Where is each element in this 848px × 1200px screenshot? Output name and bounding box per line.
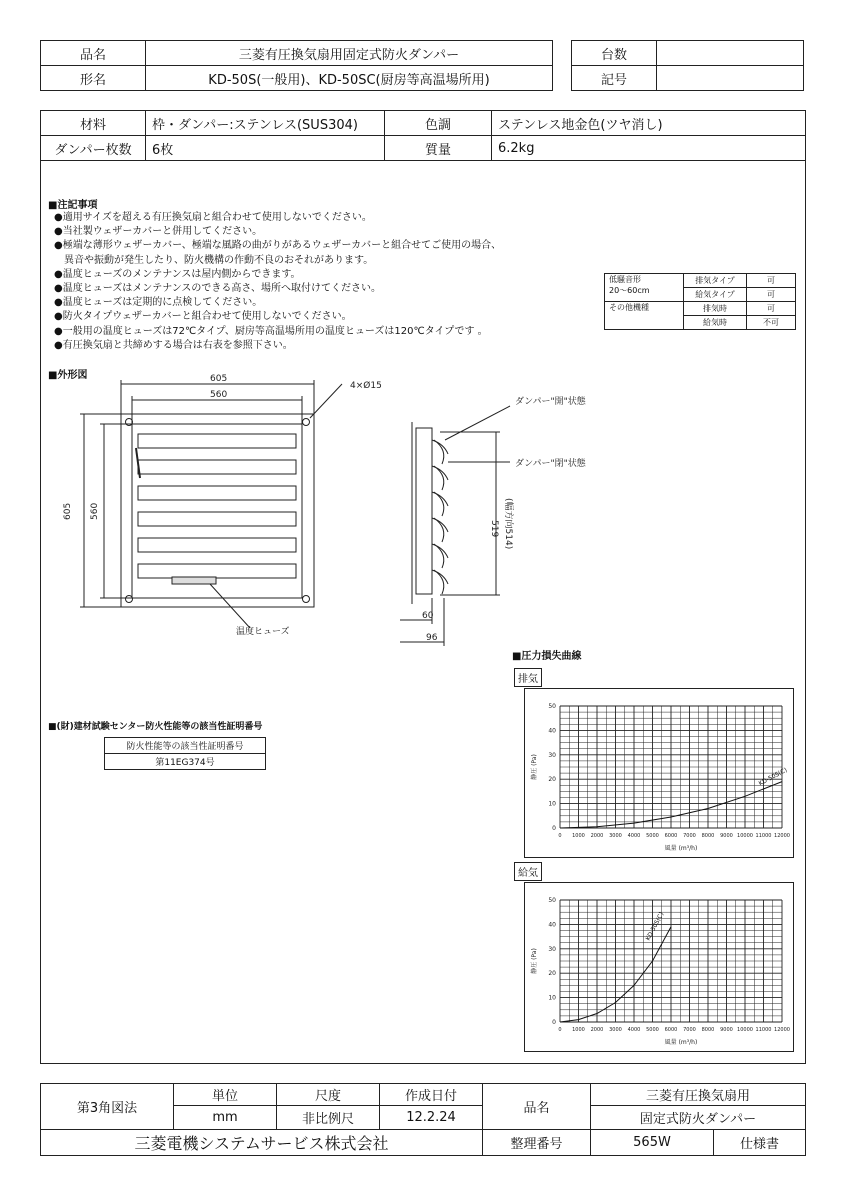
x-tick-label: 0: [558, 1027, 562, 1033]
damper-blades: [138, 434, 296, 578]
fuse-body: [172, 577, 216, 584]
series-label: KD-50S(C): [644, 911, 666, 942]
note-item: ●有圧換気扇と共締めする場合は右表を参照下さい。: [54, 339, 293, 351]
scale-label: 尺度: [277, 1084, 380, 1106]
name-line2: 固定式防火ダンパー: [591, 1106, 806, 1130]
exhaust-time: 排気時: [684, 302, 747, 316]
dim-60: 60: [422, 611, 434, 621]
note-item: ●適用サイズを超える有圧換気扇と組合わせて使用しないでください。: [54, 212, 372, 223]
y-tick-label: 30: [548, 751, 556, 759]
supply-chart: [524, 882, 794, 1052]
supply-type-ok: 可: [747, 288, 796, 302]
other-models: その他機種: [605, 302, 684, 330]
quantity-table: [571, 40, 804, 91]
daisu-value: [657, 41, 804, 66]
company-name: 三菱電機システムサービス株式会社: [41, 1130, 483, 1156]
mount-hole: [126, 596, 133, 603]
x-tick-label: 4000: [627, 1027, 641, 1033]
number-label: 整理番号: [483, 1130, 591, 1156]
y-tick-label: 50: [548, 703, 556, 710]
x-tick-label: 11000: [755, 1027, 772, 1033]
x-tick-label: 3000: [609, 833, 622, 839]
color-value: ステンレス地金色(ツヤ消し): [492, 111, 806, 136]
cert-header: 防火性能等の該当性証明番号: [105, 738, 266, 754]
supply-time: 給気時: [684, 316, 747, 330]
unit-label: 単位: [174, 1084, 277, 1106]
cert-number: 第11EG374号: [105, 754, 266, 770]
dim-560-top: 560: [210, 390, 228, 400]
mount-hole: [303, 596, 310, 603]
x-tick-label: 7000: [683, 1027, 696, 1033]
x-tick-label: 8000: [701, 833, 715, 839]
dim-605-top: 605: [210, 374, 228, 384]
x-tick-label: 10000: [737, 833, 753, 839]
x-tick-label: 1000: [572, 833, 585, 839]
x-tick-label: 2000: [590, 1027, 604, 1033]
x-tick-label: 0: [558, 833, 562, 839]
note-item: ●極端な薄形ウェザーカバー、極端な風路の曲がりがあるウェザーカバーと組合せてご使用の場合、: [54, 240, 502, 252]
note-item: ●温度ヒューズは定期的に点検してください。: [54, 297, 263, 309]
name-label: 品名: [483, 1084, 591, 1130]
material-label: 材料: [41, 111, 146, 136]
y-tick-label: 20: [548, 776, 556, 784]
count-label: ダンパー枚数: [41, 136, 146, 161]
low-noise-cell: [605, 274, 684, 302]
x-tick-label: 11000: [755, 833, 772, 839]
x-tick-label: 9000: [720, 1027, 733, 1033]
katamei-value: KD-50S(一般用)、KD-50SC(厨房等高温場所用): [146, 66, 553, 91]
y-tick-label: 40: [548, 921, 556, 929]
x-tick-label: 6000: [664, 833, 678, 839]
y-axis-label: 静圧 (Pa): [531, 754, 538, 780]
doc-type: 仕様書: [714, 1130, 806, 1156]
dim-605-side: 605: [63, 502, 73, 520]
y-tick-label: 30: [548, 945, 556, 953]
series-label: KD-50S(C): [757, 766, 789, 788]
date-label: 作成日付: [380, 1084, 483, 1106]
x-tick-label: 9000: [720, 833, 733, 839]
holes-leader: [310, 384, 342, 418]
closed-label: ダンパー"閉"状態: [515, 459, 586, 469]
y-tick-label: 50: [548, 897, 556, 904]
exhaust-time-ok: 可: [747, 302, 796, 316]
cert-title: ■(財)建材試験センター防火性能等の該当性証明番号: [48, 722, 263, 732]
scale-value: 非比例尺: [277, 1106, 380, 1130]
supply-type: 給気タイプ: [684, 288, 747, 302]
x-tick-label: 1000: [572, 1027, 585, 1033]
x-axis-label: 風量 (m³/h): [664, 845, 698, 852]
x-tick-label: 6000: [664, 1027, 678, 1033]
note-item: ●当社製ウェザーカバーと併用してください。: [54, 226, 263, 238]
fuse-leader: [210, 584, 250, 628]
x-axis-label: 風量 (m³/h): [664, 1039, 698, 1046]
fuse-label: 温度ヒューズ: [236, 627, 290, 637]
notes-title: ■注記事項: [48, 200, 98, 211]
y-tick-label: 10: [548, 994, 556, 1002]
exhaust-type: 排気タイプ: [684, 274, 747, 288]
holes-label: 4×Ø15: [350, 381, 382, 391]
material-value: 枠・ダンパー:ステンレス(SUS304): [146, 111, 385, 136]
outline-drawing: [60, 370, 620, 660]
number-value: 565W: [591, 1130, 714, 1156]
inner-frame: [132, 424, 302, 598]
open-label: ダンパー"開"状態: [515, 397, 586, 407]
exhaust-chart: [524, 688, 794, 858]
note-item: ●防火タイプウェザーカバーと組合わせて使用しないでください。: [54, 311, 352, 323]
note-item: 異音や振動が発生したり、防火機構の作動不良のおそれがあります。: [54, 254, 374, 266]
x-tick-label: 12000: [774, 1027, 790, 1033]
notes-list: [54, 211, 501, 353]
x-tick-label: 7000: [683, 833, 696, 839]
side-blades: [432, 440, 448, 594]
x-tick-label: 4000: [627, 833, 641, 839]
exhaust-chart-label: 排気: [514, 668, 542, 687]
outline-title: ■外形図: [48, 370, 88, 381]
dim-514: (幅方向514): [503, 498, 513, 550]
dim-519: 519: [489, 520, 499, 538]
hinmei-label: 品名: [41, 41, 146, 66]
dim-96: 96: [426, 633, 438, 643]
side-frame: [416, 428, 432, 594]
projection: 第3角図法: [41, 1084, 174, 1130]
y-tick-label: 20: [548, 970, 556, 978]
note-item: ●一般用の温度ヒューズは72℃タイプ、厨房等高温場所用の温度ヒューズは120℃タイプです 。: [54, 325, 488, 337]
kigo-value: [657, 66, 804, 91]
dim-560-side: 560: [90, 502, 100, 520]
low-noise-label: 低騒音形: [609, 275, 641, 284]
supply-chart-label: 給気: [514, 862, 542, 881]
mass-value: 6.2kg: [492, 136, 806, 161]
exhaust-type-ok: 可: [747, 274, 796, 288]
cert-table: [104, 737, 266, 770]
title-block: [40, 1083, 806, 1156]
header-table: [40, 40, 553, 91]
x-tick-label: 10000: [737, 1027, 753, 1033]
x-tick-label: 2000: [590, 833, 604, 839]
color-label: 色調: [385, 111, 492, 136]
katamei-label: 形名: [41, 66, 146, 91]
y-tick-label: 10: [548, 800, 556, 808]
x-tick-label: 12000: [774, 833, 790, 839]
low-noise-range: 20～60cm: [609, 286, 650, 295]
mass-label: 質量: [385, 136, 492, 161]
open-leader: [445, 406, 510, 440]
pressure-title: ■圧力損失曲線: [512, 651, 582, 662]
note-item: ●温度ヒューズのメンテナンスは屋内側からできます。: [54, 268, 301, 280]
y-tick-label: 0: [552, 1019, 556, 1026]
y-tick-label: 0: [552, 825, 556, 832]
hinmei-value: 三菱有圧換気扇用固定式防火ダンパー: [146, 41, 553, 66]
y-tick-label: 40: [548, 727, 556, 735]
date-value: 12.2.24: [380, 1106, 483, 1130]
x-tick-label: 5000: [646, 1027, 659, 1033]
spec-table: [40, 110, 806, 161]
compat-table: [604, 273, 796, 330]
unit-value: mm: [174, 1106, 277, 1130]
note-item: ●温度ヒューズはメンテナンスのできる高さ、場所へ取付けてください。: [54, 283, 382, 295]
mount-hole: [303, 419, 310, 426]
count-value: 6枚: [146, 136, 385, 161]
x-tick-label: 8000: [701, 1027, 715, 1033]
supply-time-ng: 不可: [747, 316, 796, 330]
y-axis-label: 静圧 (Pa): [531, 948, 538, 974]
daisu-label: 台数: [572, 41, 657, 66]
name-line1: 三菱有圧換気扇用: [591, 1084, 806, 1106]
x-tick-label: 3000: [609, 1027, 622, 1033]
kigo-label: 記号: [572, 66, 657, 91]
x-tick-label: 5000: [646, 833, 659, 839]
